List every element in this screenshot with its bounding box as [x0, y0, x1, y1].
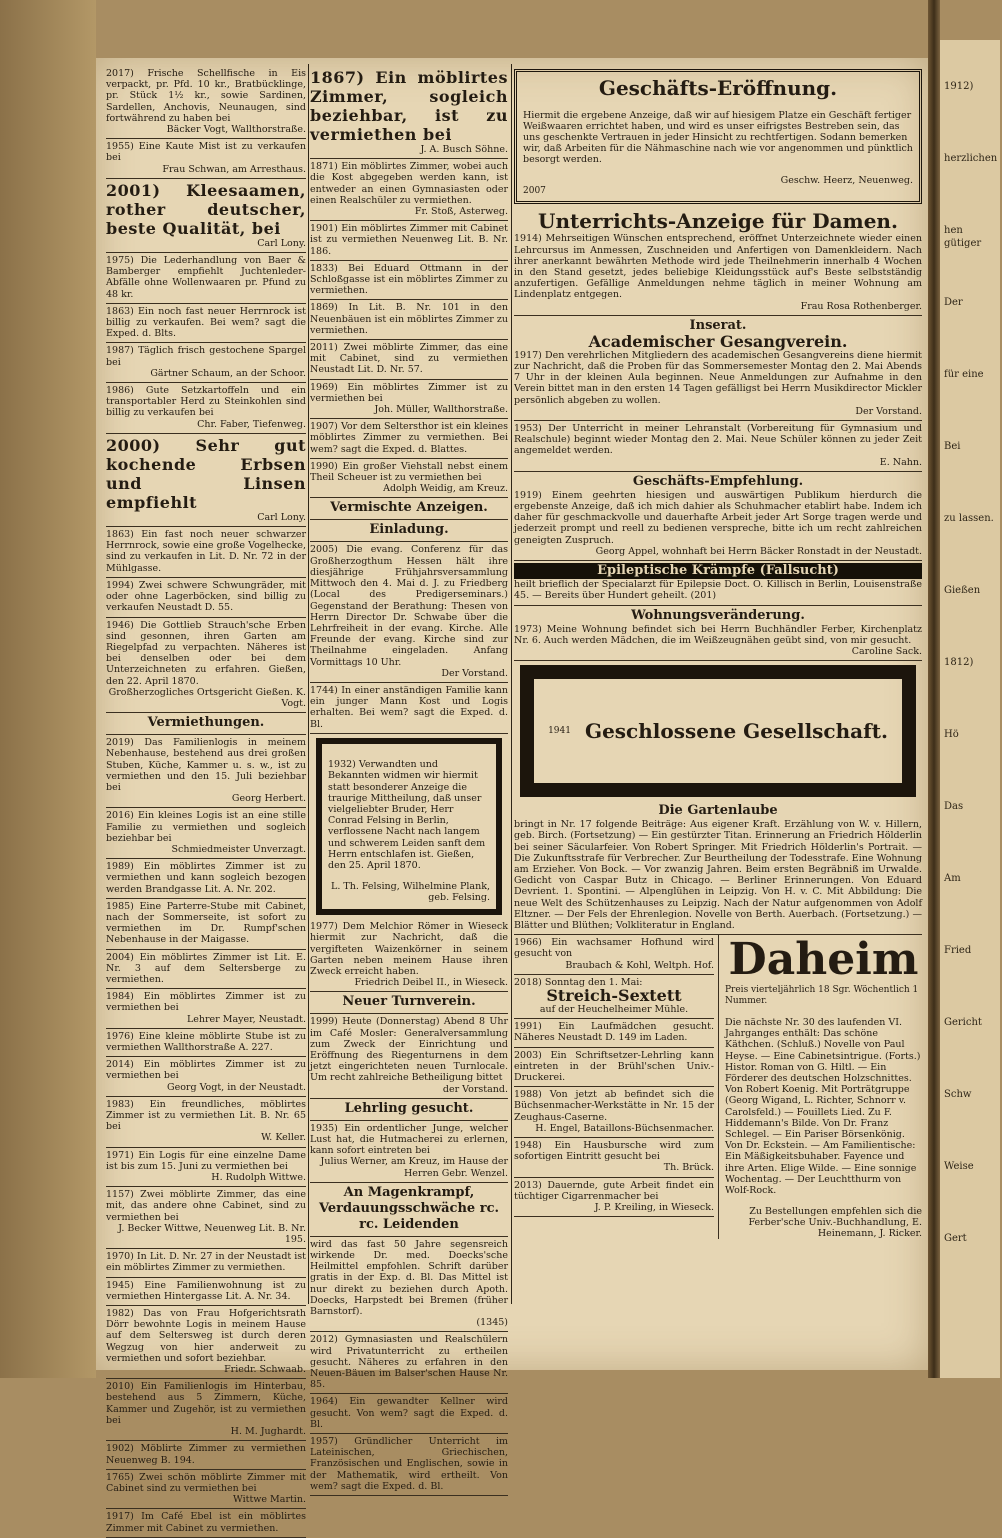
ad-signature: Caroline Sack. — [851, 645, 922, 657]
section-heading — [310, 1183, 508, 1237]
ad-text: 2016) Ein kleines Logis ist an eine stille Familie zu vermiethen und sogleich beziehbar bei — [106, 810, 306, 844]
ad-text: 2010) Ein Familienlogis im Hinterbau, bestehend aus 5 Zimmern, Küche, Kammer und Zugehör, ist zu vermiethen bei — [106, 1381, 306, 1426]
classified-ad — [106, 859, 306, 899]
ad-subtitle: Academischer Gesangverein. — [588, 331, 848, 351]
ad-signature: H. Rudolph Wittwe. — [211, 1172, 306, 1184]
heading-text: Einladung. — [369, 522, 449, 538]
ad-text: 1989) Ein möblirtes Zimmer ist zu vermiethen und kann sogleich bezogen werden Brandgasse Lit. A. Nr. 202. — [106, 861, 306, 895]
ad-text: 1945) Eine Familienwohnung ist zu vermiethen Hintergasse Lit. A. Nr. 34. — [106, 1279, 306, 1302]
ad-text: 1964) Ein gewandter Kellner wird gesucht. Von wem? sagt die Exped. d. Bl. — [310, 1396, 508, 1430]
adjacent-page-fragment: herzlichen — [944, 153, 998, 164]
ad-title: Wohnungsveränderung. — [631, 607, 805, 623]
classified-ad — [106, 1441, 306, 1469]
ad-text: 1917) Im Café Ebel ist ein möblirtes Zimmer mit Cabinet zu vermiethen. — [106, 1511, 306, 1534]
heading-text: Neuer Turnverein. — [342, 994, 476, 1010]
ad-text: 1994) Zwei schwere Schwungräder, mit oder ohne Lagerböcken, sind billig zu verkaufen Neustadt D. 55. — [106, 579, 306, 614]
ad-text: Die nächste Nr. 30 des laufenden VI. Jahrganges enthält: Das schöne Käthchen. (Schluß.) Novelle von Paul Heyse. — Eine Cabinetsintrigue. (Forts.) Histor. Roman von G. Hiltl. — Ein Förderer des deutschen Holzschnittes. Von Robert Koenig. Mit Porträtgruppe (Georg Wigand, L. Richter, Schnorr v. Carolsfeld.) — Fouillets Lied. Zu F. Hiddemann's Bilde. Von Dr. Franz Schlegel. — Ein Pariser Börsenkönig. Von Dr. Eckstein. — Am Familientische: Ein Mäßigkeitsbuhaber. Fayence und ihre Arten. Elige Wilde. — Eine sonnige Wochentag. — Der Leuchtthurm von Wolf-Rock. — [725, 1017, 921, 1197]
adjacent-page-fragment: Gericht — [944, 1017, 982, 1028]
classified-ad — [106, 1278, 306, 1306]
ad-text: 1953) Der Unterricht in meiner Lehranstalt (Vorbereitung für Gymnasium und Realschule) beginnt wieder Montag den 2. Mai. Neue Schüler können zu jeder Zeit angemeldet werden. — [514, 423, 922, 457]
ad-signature: Georg Herbert. — [231, 793, 306, 805]
classified-ad — [310, 159, 508, 221]
heading-text: Lehrling gesucht. — [344, 1100, 474, 1116]
adjacent-page-fragment: Fried — [944, 945, 972, 956]
classified-ad — [106, 527, 306, 578]
column-1 — [106, 66, 306, 1538]
ad-text: 1990) Ein großer Viehstall nebst einem Theil Scheuer ist zu vermiethen bei — [310, 460, 508, 484]
classified-ad — [106, 179, 306, 253]
ad-signature: J. A. Busch Söhne. — [420, 144, 508, 155]
adjacent-page-fragment: Der — [944, 297, 963, 308]
ad-signature: Geschw. Heerz, Neuenweg. — [780, 175, 913, 187]
adjacent-page-fragment: Bei — [944, 441, 961, 452]
ad-text: 2004) Ein möblirtes Zimmer ist Lit. E. Nr. 3 auf dem Seltersberge zu vermiethen. — [106, 951, 306, 985]
left-margin — [0, 0, 96, 1378]
section-heading — [310, 992, 508, 1014]
ad-signature: Julius Werner, am Kreuz, im Hause der Herren Gebr. Wenzel. — [320, 1156, 508, 1179]
ad-text: 2014) Ein möblirtes Zimmer ist zu vermiethen bei — [106, 1059, 306, 1082]
adjacent-page-fragment: 1812) — [944, 657, 974, 668]
ad-text: 1955) Eine Kaute Mist ist zu verkaufen bei — [106, 141, 306, 164]
ad-schriftsetzer — [514, 1048, 714, 1088]
column-rule — [308, 64, 309, 1304]
classified-ad — [106, 899, 306, 950]
classified-ad — [310, 919, 508, 992]
ad-title: Epileptische Krämpfe (Fallsucht) — [514, 563, 922, 579]
ad-signature: Adolph Weidig, am Kreuz. — [383, 483, 508, 495]
ad-signature: Frau Rosa Rothenberger. — [800, 300, 922, 312]
classified-ad — [106, 343, 306, 383]
adjacent-page-fragment: 1912) — [944, 81, 974, 92]
ad-text: 1917) Den verehrlichen Mitgliedern des academischen Gesangvereins diene hiermit zur Nachricht, daß die Proben für das Sommersemester Montag den 2. Mai Abends 7 Uhr in der kleinen Aula beginnen. Neue Anmeldungen zur Aufnahme in den Verein bittet man in den ersten 14 Tagen gefälligst bei Herrn Musikdirector Mickler persönlich abgeben zu wollen. — [514, 349, 922, 406]
ad-text: 2019) Das Familienlogis in meinem Nebenhause, bestehend aus drei großen Stuben, Küche, Kammer u. s. w., ist zu vermiethen und den 15. Juli beziehbar bei — [106, 737, 306, 793]
ad-text: 1969) Ein möblirtes Zimmer ist zu vermiethen bei — [310, 381, 508, 404]
classified-ad — [310, 683, 508, 734]
ad-signature: Th. Brück. — [663, 1162, 714, 1174]
ad-signature: Frau Schwan, am Arresthaus. — [162, 163, 306, 175]
classified-ad — [106, 1509, 306, 1537]
section-heading — [310, 1099, 508, 1121]
ad-signature: Joh. Müller, Wallthorstraße. — [374, 404, 508, 416]
bottom-split — [514, 935, 922, 1239]
ad-text: 1984) Ein möblirtes Zimmer ist zu vermiethen bei — [106, 991, 306, 1014]
classified-ad — [310, 1237, 508, 1333]
ad-number: 1941 — [548, 725, 571, 736]
classified-ad — [106, 139, 306, 179]
ad-text: heilt brieflich der Specialarzt für Epilepsie Doct. O. Killisch in Berlin, Louisenstraße 45. — Bereits über Hundert geheilt. (201) — [514, 579, 922, 602]
ad-text: bringt in Nr. 17 folgende Beiträge: Aus eigener Kraft. Erzählung von W. v. Hillern, geb. Birch. (Fortsetzung) — Ein gestürzter Titan. Erinnerung an Friedrich Hölderlin bei seiner Säcularfeier. Von Robert Springer. Mit Friedrich Hölderlin's Portrait. — Die Zukunftsstrafe für Verbrecher. Zur Beurtheilung der Todesstrafe. Eine Wohnung am Erzieher. Von Bock. — Vor zwanzig Jahren. Beim ersten Begräbniß im Urwalde. Gedicht von Caspar Butz in Chicago. — Berliner Erinnerungen. Von Eduard Devrient. 1. Spontini. — Alpenglühen in Leipzig. Von H. v. C. Mit Abbildung: Die neue Welt des Schützenhauses zu Leipzig. Nach der Natur aufgenommen von Adolf Eltzner. — Der Fels der Ehrenlegion. Novelle von Berth. Auerbach. (Fortsetzung.) — Blätter und Blüthen; Volkliteratur in England. — [514, 819, 922, 931]
classified-ad — [106, 304, 306, 344]
ad-geschlossene-gesellschaft — [520, 665, 916, 797]
classified-ad — [106, 1148, 306, 1188]
adjacent-page-fragment: Schw — [944, 1089, 972, 1100]
ad-signature: Fr. Stoß, Asterweg. — [414, 206, 508, 218]
classified-ad — [106, 989, 306, 1029]
section-heading — [310, 520, 508, 542]
adjacent-page-fragment: zu lassen. — [944, 513, 994, 524]
ad-signature: H. M. Jughardt. — [230, 1426, 306, 1438]
ad-text: 1157) Zwei möblirte Zimmer, das eine mit, das andere ohne Cabinet, sind zu vermiethen bei — [106, 1189, 306, 1223]
ad-signature: Braubach & Kohl, Weltph. Hof. — [565, 959, 714, 971]
ad-signature: (1345) — [476, 1317, 508, 1329]
classified-ad — [106, 808, 306, 859]
heading-text: Vermiethungen. — [147, 715, 265, 731]
ad-text: 1744) In einer anständigen Familie kann ein junger Mann Kost und Logis erhalten. Bei wem? sagt die Exped. d. Bl. — [310, 684, 508, 730]
ad-signature: Gärtner Schaum, an der Schoor. — [150, 367, 306, 379]
classified-ad — [106, 434, 306, 527]
ad-text: 1973) Meine Wohnung befindet sich bei Herrn Buchhändler Ferber, Kirchenplatz Nr. 6. Auch werden Mädchen, die im Weißzeugnähen geübt sind, von mir gesucht. — [514, 623, 922, 646]
classified-ad — [310, 261, 508, 301]
ad-number: 2007 — [523, 186, 546, 197]
ad-text: 1966) Ein wachsamer Hofhund wird gesucht von — [514, 937, 714, 960]
ad-streich-sextett — [514, 975, 714, 1019]
classified-ad — [316, 738, 502, 915]
ad-signature: Georg Vogt, in der Neustadt. — [167, 1081, 306, 1093]
ad-title: Geschäfts-Eröffnung. — [598, 76, 838, 100]
ad-signature: J. Becker Wittwe, Neuenweg Lit. B. Nr. 195. — [118, 1222, 306, 1246]
ad-text: 1983) Ein freundliches, möblirtes Zimmer ist zu vermiethen Lit. B. Nr. 65 bei — [106, 1098, 306, 1133]
classified-ad — [106, 66, 306, 139]
ad-signature: Schmiedmeister Unverzagt. — [171, 843, 306, 855]
adjacent-page-fragment: Das — [944, 801, 964, 812]
ad-text: 2003) Ein Schriftsetzer-Lehrling kann eintreten in der Brühl'schen Univ.-Druckerei. — [514, 1049, 714, 1083]
classified-ad — [310, 1332, 508, 1394]
adjacent-page-fragment: hen gütiger — [944, 225, 982, 249]
classified-ad — [310, 340, 508, 380]
classified-ad — [106, 383, 306, 434]
ad-text: 2005) Die evang. Conferenz für das Großherzogthum Hessen hält ihre diesjährige Frühjahrsversammlung Mittwoch den 4. Mai d. J. zu Friedberg (Local des Predigerseminars.) Gegenstand der Berathung: Thesen von Herrn Director Dr. Schwabe über die Lehrfreiheit in der evang. Kirche. Alle Freunde der evang. Kirche sind zur Theilnahme eingeladen. Anfang Vormittags 10 Uhr. — [310, 544, 508, 668]
adjacent-page-fragment: Gert — [944, 1233, 967, 1244]
ad-text: 1907) Vor dem Seltersthor ist ein kleines möblirtes Zimmer zu vermiethen. Bei wem? sagt die Exped. d. Blattes. — [310, 421, 508, 455]
ad-signature: E. Nahn. — [879, 456, 922, 468]
classified-ad — [106, 1187, 306, 1249]
ad-text: 1970) In Lit. D. Nr. 27 in der Neustadt ist ein möblirtes Zimmer zu vermiethen. — [106, 1251, 306, 1274]
classified-ad — [310, 542, 508, 682]
classified-ad — [106, 1097, 306, 1148]
ad-text: 1765) Zwei schön möblirte Zimmer mit Cabinet sind zu vermiethen bei — [106, 1471, 306, 1494]
ad-signature: Chr. Faber, Tiefenweg. — [197, 418, 306, 430]
ad-empfehlung — [514, 472, 922, 561]
ad-signature: L. Th. Felsing, Wilhelmine Plank, geb. Felsing. — [331, 880, 490, 903]
ad-text: 1935) Ein ordentlicher Junge, welcher Lust hat, die Hutmacherei zu erlernen, kann sofort eintreten bei — [310, 1122, 508, 1157]
ad-title: Inserat. — [689, 317, 747, 333]
ad-text: 2018) Sonntag den 1. Mai: — [514, 976, 643, 988]
ad-signature: H. Engel, Bataillons-Büchsenmacher. — [535, 1122, 714, 1134]
ad-signature: Der Vorstand. — [441, 667, 508, 679]
ad-gartenlaube — [514, 801, 922, 935]
ad-signature: auf der Heuchelheimer Mühle. — [539, 1003, 689, 1015]
section-heading — [310, 498, 508, 520]
ad-signature: Großherzogliches Ortsgericht Gießen. K. Vogt. — [108, 686, 306, 709]
ad-text: 1946) Die Gottlieb Strauch'sche Erben sind gesonnen, ihren Garten am Riegelpfad zu verpachten. Näheres ist bei denselben oder bei dem Unterzeichneten zu erfahren. Gießen, den 22. April 1870. — [106, 619, 306, 687]
classified-ad — [106, 1470, 306, 1510]
ad-text: 1987) Täglich frisch gestochene Spargel bei — [106, 345, 306, 368]
ad-signature: Zu Bestellungen empfehlen sich die Ferber'sche Univ.-Buchhandlung, E. Heinemann, J. Ricker. — [748, 1205, 922, 1240]
ad-text: 1976) Eine kleine möblirte Stube ist zu vermiethen Wallthorstraße A. 227. — [106, 1030, 306, 1053]
ad-text: 2012) Gymnasiasten und Realschülern wird Privatunterricht zu ertheilen gesucht. Näheres zu erfahren in den Neuen-Bäuen im Balser'schen Hause Nr. 85. — [310, 1334, 508, 1391]
small-ads — [514, 935, 719, 1239]
classified-ad — [106, 1057, 306, 1097]
ad-title: Geschäfts-Empfehlung. — [632, 473, 804, 489]
ad-unterricht — [514, 207, 922, 315]
classified-ad — [310, 459, 508, 499]
ad-text: 1901) Ein möblirtes Zimmer mit Cabinet ist zu vermiethen Neuenweg Lit. B. Nr. 186. — [310, 223, 508, 257]
classified-ad — [310, 221, 508, 261]
classified-ad — [106, 735, 306, 808]
ad-hofhund — [514, 935, 714, 975]
ad-text: 2013) Dauernde, gute Arbeit findet ein tüchtiger Cigarrenmacher bei — [514, 1179, 714, 1202]
ad-lehranstalt — [514, 421, 922, 472]
ad-signature: Carl Lony. — [257, 511, 306, 523]
adjacent-page-fragment: Weise — [944, 1161, 974, 1172]
ad-text: 1986) Gute Setzkartoffeln und ein transportabler Herd zu Steinkohlen sind billig zu verkaufen bei — [106, 385, 306, 419]
classified-ad — [106, 1306, 306, 1379]
ad-text: 1971) Ein Logis für eine einzelne Dame ist bis zum 15. Juni zu vermiethen bei — [106, 1149, 306, 1172]
ad-signature: Georg Appel, wohnhaft bei Herrn Bäcker Ronstadt in der Neustadt. — [595, 545, 922, 557]
ad-text: 1991) Ein Laufmädchen gesucht. Näheres Neustadt D. 149 im Laden. — [514, 1021, 714, 1044]
ad-text: 1948) Ein Hausbursche wird zum sofortigen Eintritt gesucht bei — [514, 1139, 714, 1163]
ad-text: 1902) Möblirte Zimmer zu vermiethen Neuenweg B. 194. — [106, 1443, 306, 1466]
classified-ad — [106, 950, 306, 990]
ad-text: wird das fast 50 Jahre segensreich wirkende Dr. med. Doecks'sche Heilmittel empfohlen. Schrift darüber gratis in der Exp. d. Bl. Das Mittel ist nur direkt zu beziehen durch Apoth. Doecks, Harpstedt bei Bremen (früher Barnstorf). — [310, 1238, 508, 1318]
classified-ad — [106, 618, 306, 714]
classified-ad — [106, 1249, 306, 1277]
heading-text: An Magenkrampf, Verdauungsschwäche rc. rc. Leidenden — [318, 1184, 500, 1232]
classified-ad — [106, 253, 306, 304]
ad-text: 1982) Das von Frau Hofgerichtsrath Dörr bewohnte Logis in meinem Hause auf dem Seltersweg ist durch deren Wegzug von hier anderweit zu vermiethen und sofort beziehbar. — [106, 1308, 306, 1364]
classified-ad — [310, 1394, 508, 1434]
ad-signature: Wittwe Martin. — [233, 1494, 306, 1506]
ad-text: Hiermit die ergebene Anzeige, daß wir auf hiesigem Platze ein Geschäft fertiger Weißwaaren errichtet haben, und wird es unser eifrigstes Bestreben sein, das uns geschenkte Vertrauen in jeder Hinsicht zu rechtfertigen. Sodann bemerken wir, daß Arbeiten für die Nähmaschine nach wie vor angenommen und pünktlich besorgt werden. — [523, 109, 913, 166]
ad-signature: Lehrer Mayer, Neustadt. — [186, 1013, 306, 1025]
ad-text: 1867) Ein möblirtes Zimmer, sogleich beziehbar, ist zu vermiethen bei — [310, 68, 508, 144]
ad-buechsenmacher — [514, 1087, 714, 1138]
adjacent-page-fragment: Gießen — [944, 585, 981, 596]
ad-text: 1869) In Lit. B. Nr. 101 in den Neuenbäuen ist ein möblirtes Zimmer zu vermiethen. — [310, 302, 508, 336]
ad-signature: W. Keller. — [261, 1132, 306, 1144]
book-gutter — [928, 0, 940, 1378]
column-2 — [310, 66, 508, 1496]
classified-ad — [106, 1379, 306, 1441]
ad-text: 1999) Heute (Donnerstag) Abend 8 Uhr im Café Mosler: Generalversammlung zum Zweck der Einrichtung und Eröffnung des Riegenturnens in dem jetzt eingerichteten neuen Turnlocale. Um recht zahlreiche Betheiligung bittet — [310, 1016, 508, 1084]
classified-ad — [310, 419, 508, 459]
ad-signature: J. P. Kreiling, in Wieseck. — [594, 1202, 714, 1213]
classified-ad — [310, 1121, 508, 1183]
ad-signature: Friedrich Deibel II., in Wieseck. — [354, 977, 508, 989]
ad-epilepsie — [514, 561, 922, 605]
classified-ad — [106, 1029, 306, 1057]
ad-text: 1833) Bei Eduard Ottmann in der Schloßgasse ist ein möblirtes Zimmer zu vermiethen. — [310, 262, 508, 297]
adjacent-page-fragment: Hö — [944, 729, 959, 740]
ad-text: 1975) Die Lederhandlung von Baer & Bamberger empfiehlt Juchtenleder-Abfälle ohne Wollenwaaren pr. Pfund zu 48 kr. — [106, 255, 306, 300]
ad-side-note: Preis vierteljährlich 18 Sgr. Wöchentlich 1 Nummer. — [725, 985, 919, 1007]
ad-cigarren — [514, 1178, 714, 1218]
column-3 — [514, 66, 922, 1239]
ad-signature: Bäcker Vogt, Wallthorstraße. — [166, 124, 306, 136]
column-rule — [511, 64, 512, 1304]
section-heading — [106, 713, 306, 735]
ad-text: 1988) Von jetzt ab befindet sich die Büchsenmacher-Werkstätte in Nr. 15 der Zeughaus-Caserne. — [514, 1089, 714, 1123]
ad-text: 2001) Kleesaamen, rother deutscher, beste Qualität, bei — [106, 180, 306, 238]
ad-text: 1957) Gründlicher Unterricht im Lateinischen, Griechischen, Französischen und Englischen, sowie in der Mathematik, wird ertheilt. Von wem? sagt die Exped. d. Bl. — [310, 1436, 508, 1492]
ad-text: 1985) Eine Parterre-Stube mit Cabinet, nach der Sommerseite, ist sofort zu vermiethen im Dr. Rumpf'schen Nebenhause in der Maigasse. — [106, 900, 306, 946]
ad-text: 2017) Frische Schellfische in Eis verpackt, pr. Pfd. 10 kr., Bratbücklinge, pr. Stück 1½ kr., sowie Sardinen, Sardellen, Anchovis, Neunaugen, sind fortwährend zu haben bei — [106, 68, 306, 124]
ad-text: 1932) Verwandten und Bekannten widmen wir hiermit statt besonderer Anzeige die traurige Mittheilung, daß unser vielgeliebter Bruder, Herr Conrad Felsing in Berlin, verflossene Nacht nach langem und schwerem Leiden sanft dem Herrn entschlafen ist. Gießen, den 25. April 1870. — [328, 759, 486, 872]
adjacent-page-fragment: für eine — [944, 369, 984, 380]
ad-title: Daheim — [728, 934, 919, 986]
ad-text: 1919) Einem geehrten hiesigen und auswärtigen Publikum hierdurch die ergebenste Anzeige, daß ich mich dahier als Schuhmacher etablirt habe. Indem ich daher für geschmackvolle und dauerhafte Arbeit jeder Art Sorge tragen werde und jederzeit prompt und reell zu bedienen verspreche, bitte ich um recht zahlreichen geneigten Zuspruch. — [514, 489, 922, 546]
ad-signature: Der Vorstand. — [855, 405, 922, 417]
adjacent-page-fragment: Am — [944, 873, 961, 884]
ad-text: 1977) Dem Melchior Römer in Wieseck hiermit zur Nachricht, daß die vergifteten Waizenkörner in seinem Garten neben meinem Hause ihren Zweck erreicht haben. — [310, 921, 508, 977]
classified-ad — [310, 380, 508, 420]
heading-text: Vermischte Anzeigen. — [330, 500, 488, 516]
ad-text: 2000) Sehr gut kochende Erbsen und Linsen empfiehlt — [106, 435, 306, 512]
ad-title: Die Gartenlaube — [658, 803, 778, 819]
ad-text: 1914) Mehrseitigen Wünschen entsprechend, eröffnet Unterzeichnete wieder einen Lehrcursus im Anmessen, Zuschneiden und Anfertigen von Damenkleidern. Nach ihrer anerkannt bewährten Methode wird jede Theilnehmerin innerhalb 4 Wochen in den Stand gesetzt, jedes beliebige Kleidungsstück auf's Beste selbstständig anzufertigen. Gefällige Anmeldungen nehme täglich in meiner Wohnung am Lindenplatz entgegen. — [514, 233, 922, 301]
ad-signature: Friedr. Schwaab. — [224, 1364, 306, 1376]
ad-title: Geschlossene Gesellschaft. — [584, 719, 888, 744]
ad-text: 2011) Zwei möblirte Zimmer, das eine mit Cabinet, sind zu vermiethen Neustadt Lit. D. Nr. 57. — [310, 342, 508, 376]
classified-ad — [310, 300, 508, 340]
ad-signature: der Vorstand. — [442, 1083, 508, 1095]
classified-ad — [310, 1014, 508, 1098]
ad-inserat — [514, 316, 922, 421]
ad-daheim — [725, 935, 922, 1239]
ad-text: 1863) Ein fast noch neuer schwarzer Herrnrock, sowie eine große Vogelhecke, sind zu verkaufen in Lit. D. Nr. 72 in der Mühlgasse. — [106, 529, 306, 574]
classified-ad — [310, 1434, 508, 1496]
ad-wohnung — [514, 606, 922, 662]
classified-ad — [310, 66, 508, 159]
ad-signature: Carl Lony. — [257, 237, 306, 249]
ad-laufmaedchen — [514, 1019, 714, 1047]
ad-text: 1871) Ein möblirtes Zimmer, wobei auch die Kost abgegeben werden kann, ist entweder an einen Gymnasiasten oder einen Realschüler zu vermiethen. — [310, 161, 508, 206]
classified-ad — [106, 578, 306, 618]
ad-title: Unterrichts-Anzeige für Damen. — [538, 209, 898, 234]
ad-title: Streich-Sextett — [546, 985, 682, 1005]
ad-text: 1863) Ein noch fast neuer Herrnrock ist billig zu verkaufen. Bei wem? sagt die Exped. d. Blts. — [106, 305, 306, 340]
ad-geschaefts-eroeffnung — [514, 69, 922, 204]
ad-hausbursche — [514, 1138, 714, 1178]
